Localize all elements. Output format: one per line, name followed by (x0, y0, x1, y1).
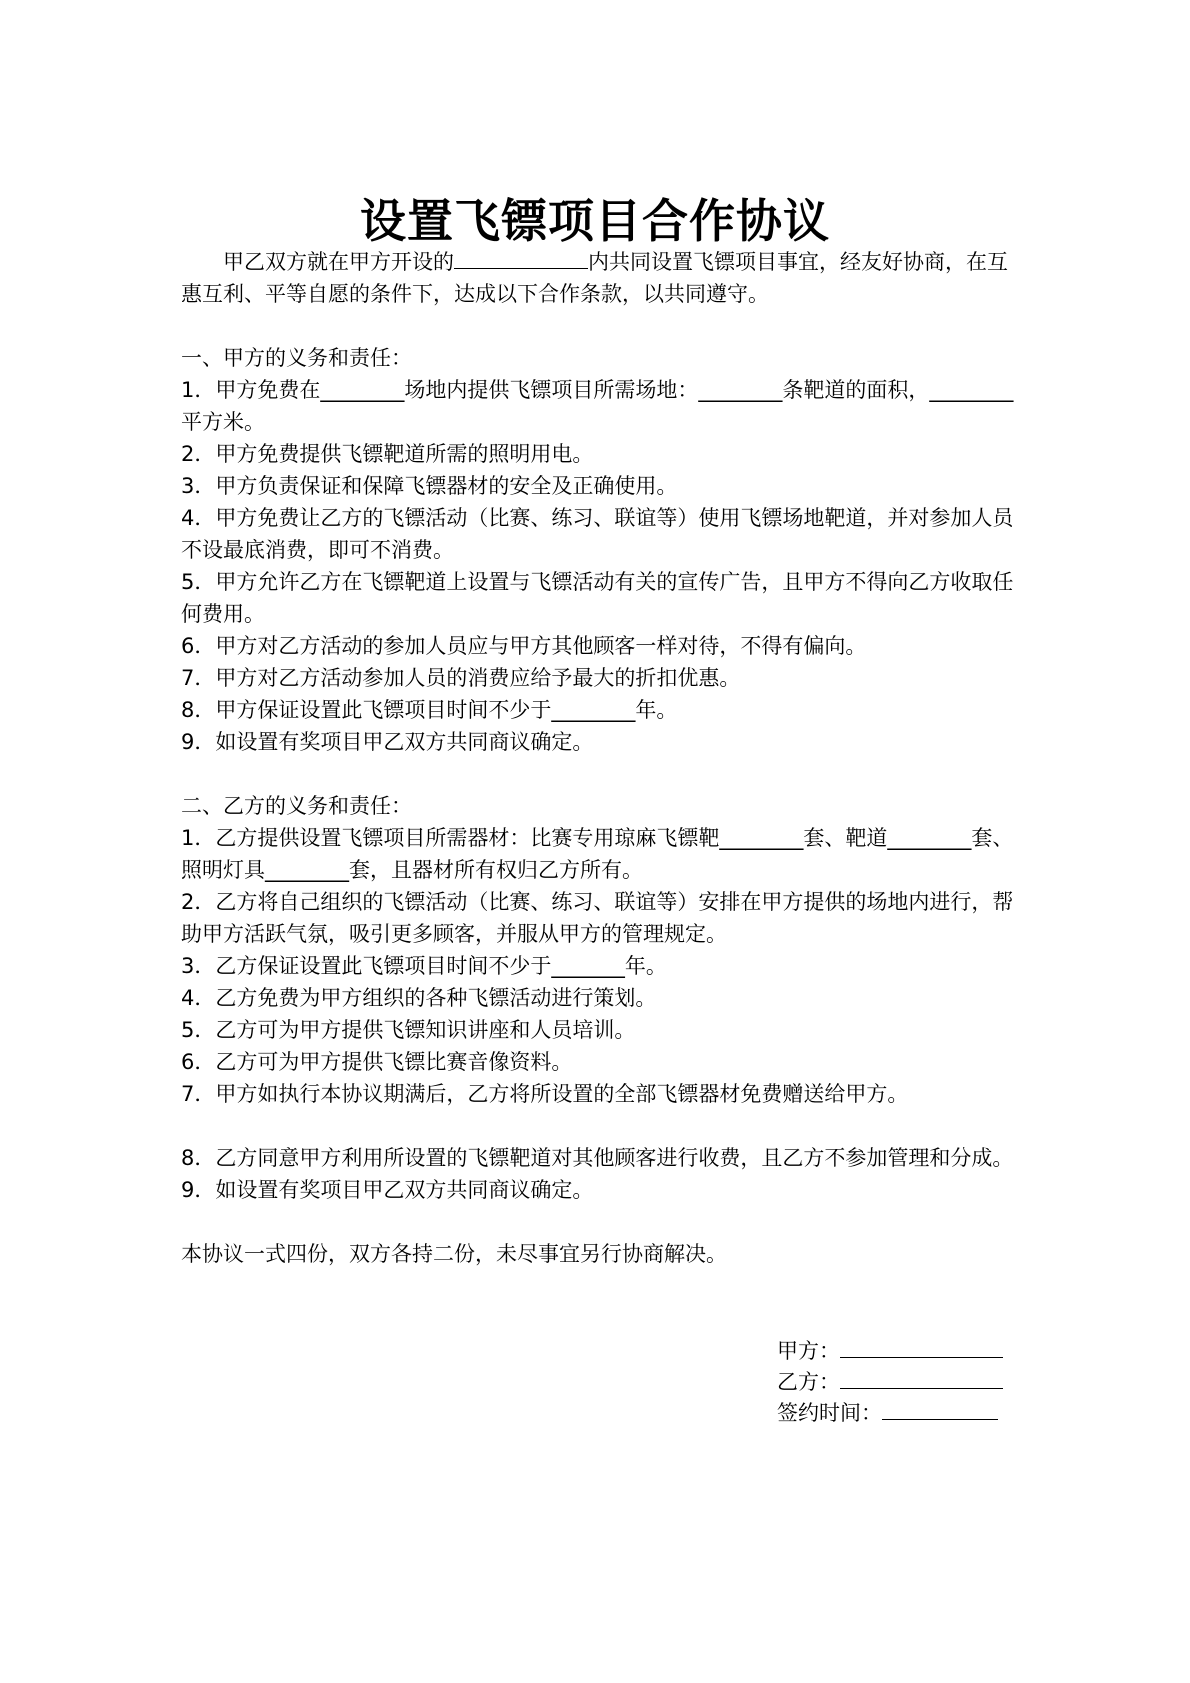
closing-paragraph: 本协议一式四份，双方各持二份，未尽事宜另行协商解决。 (181, 1242, 727, 1266)
section1-item: 7．甲方对乙方活动参加人员的消费应给予最大的折扣优惠。 (181, 666, 741, 690)
spacer (181, 310, 1016, 342)
venue-blank (454, 249, 588, 269)
section1-item: 9．如设置有奖项目甲乙双方共同商议确定。 (181, 730, 594, 754)
spacer (181, 758, 1016, 790)
section1-item: 8．甲方保证设置此飞镖项目时间不少于________年。 (181, 698, 678, 722)
party-a-blank (840, 1338, 1003, 1358)
intro-text-before: 甲乙双方就在甲方开设的 (223, 250, 454, 274)
section2-item: 6．乙方可为甲方提供飞镖比赛音像资料。 (181, 1050, 573, 1074)
section1-item: 3．甲方负责保证和保障飞镖器材的安全及正确使用。 (181, 474, 678, 498)
party-b-label: 乙方： (777, 1370, 840, 1394)
section2-item: 1．乙方提供设置飞镖项目所需器材：比赛专用琼麻飞镖靶________套、靶道________套、照明灯具________套，且器材所有权归乙方所有。 (181, 826, 1014, 882)
section2-item: 9．如设置有奖项目甲乙双方共同商议确定。 (181, 1178, 594, 1202)
section2-item: 4．乙方免费为甲方组织的各种飞镖活动进行策划。 (181, 986, 657, 1010)
party-a-line (777, 1336, 1003, 1367)
section2-item: 8．乙方同意甲方利用所设置的飞镖靶道对其他顾客进行收费，且乙方不参加管理和分成。 (181, 1146, 1014, 1170)
date-blank (882, 1400, 998, 1420)
section2-item: 5．乙方可为甲方提供飞镖知识讲座和人员培训。 (181, 1018, 636, 1042)
document-body (181, 246, 1016, 1270)
section1-item: 1．甲方免费在________场地内提供飞镖项目所需场地：________条靶道的面积，________平方米。 (181, 378, 1014, 434)
section1-item: 6．甲方对乙方活动的参加人员应与甲方其他顾客一样对待，不得有偏向。 (181, 634, 867, 658)
date-label: 签约时间： (777, 1401, 882, 1425)
signature-block (777, 1336, 1003, 1429)
date-line (777, 1398, 1003, 1429)
section2-item: 3．乙方保证设置此飞镖项目时间不少于_______年。 (181, 954, 667, 978)
section2-heading: 二、乙方的义务和责任： (181, 794, 412, 818)
section1-item: 2．甲方免费提供飞镖靶道所需的照明用电。 (181, 442, 594, 466)
section2-item: 7．甲方如执行本协议期满后，乙方将所设置的全部飞镖器材免费赠送给甲方。 (181, 1082, 909, 1106)
spacer (181, 1206, 1016, 1238)
party-b-blank (840, 1369, 1003, 1389)
section1-item: 4．甲方免费让乙方的飞镖活动（比赛、练习、联谊等）使用飞镖场地靶道，并对参加人员不设最底消费，即可不消费。 (181, 506, 1014, 562)
section2-item: 2．乙方将自己组织的飞镖活动（比赛、练习、联谊等）安排在甲方提供的场地内进行，帮助甲方活跃气氛，吸引更多顾客，并服从甲方的管理规定。 (181, 890, 1014, 946)
section1-heading: 一、甲方的义务和责任： (181, 346, 412, 370)
party-b-line (777, 1367, 1003, 1398)
party-a-label: 甲方： (777, 1339, 840, 1363)
spacer (181, 1110, 1016, 1142)
intro-paragraph (181, 246, 1016, 310)
section1-item: 5．甲方允许乙方在飞镖靶道上设置与飞镖活动有关的宣传广告，且甲方不得向乙方收取任何费用。 (181, 570, 1014, 626)
intro-text-after: 内共同设置飞镖项目事宜，经友好协商，在互惠互利、平等自愿的条件下，达成以下合作条款，以共同遵守。 (181, 250, 1008, 306)
document-title: 设置飞镖项目合作协议 (360, 193, 830, 248)
